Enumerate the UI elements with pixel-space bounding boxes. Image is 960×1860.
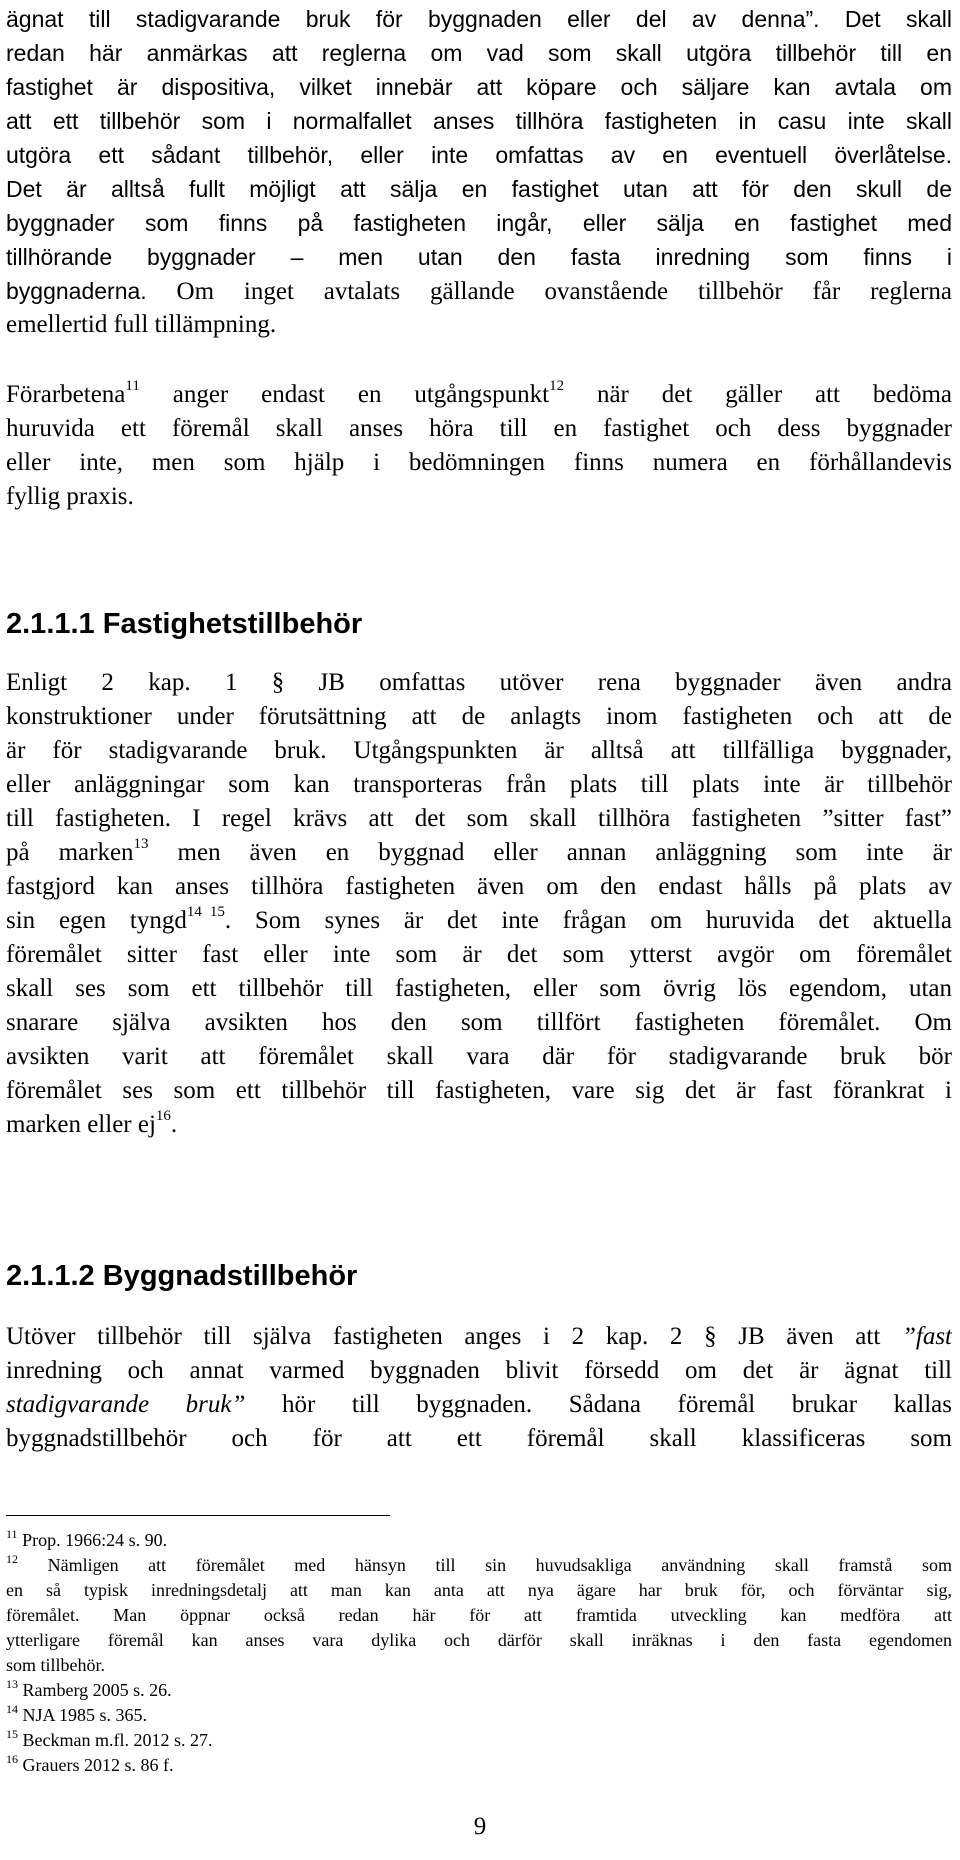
text-line: byggnadstillbehör och för att ett föremål skall klassificeras som xyxy=(6,1425,952,1452)
text-line: eller inte, men som hjälp i bedömningen finns numera en förhållandevis xyxy=(6,449,952,476)
text-line: tillhörande byggnader – men utan den fasta inredning som finns i xyxy=(6,244,952,270)
text-line: konstruktioner under förutsättning att de anlagts inom fastigheten och att de xyxy=(6,703,952,730)
text-segment: . xyxy=(170,1111,178,1138)
footnote-separator xyxy=(6,1515,390,1516)
body-paragraph-1 xyxy=(6,2,952,342)
emphasis-text: ”fast xyxy=(901,1323,952,1350)
body-paragraph-2 xyxy=(6,378,952,514)
footnote-ref: 15 xyxy=(209,904,225,920)
text-line: snarare själva avsikten hos den som tillfört fastigheten föremålet. Om xyxy=(6,1009,952,1036)
text-segment: Om inget avtalats gällande ovanstående tillbehör får reglerna xyxy=(146,278,952,305)
text-line xyxy=(6,274,952,308)
footnote-number: 16 xyxy=(6,1752,18,1766)
text-line: avsikten varit att föremålet skall vara där för stadigvarande bruk bör xyxy=(6,1043,952,1070)
footnote-16 xyxy=(6,1753,952,1778)
footnote-15 xyxy=(6,1728,952,1753)
section-heading: 2.1.1.2 Byggnadstillbehör xyxy=(6,1260,358,1292)
footnote-number: 11 xyxy=(6,1527,18,1541)
text-line: byggnader som finns på fastigheten ingår, eller sälja en fastighet med xyxy=(6,210,952,236)
footnote-text: Prop. 1966:24 s. 90. xyxy=(17,1530,168,1550)
footnotes xyxy=(6,1528,952,1778)
footnote-ref: 12 xyxy=(549,378,565,394)
text-line: fastighet är dispositiva, vilket innebär att köpare och säljare kan avtala om xyxy=(6,74,952,100)
footnote-text: NJA 1985 s. 365. xyxy=(18,1705,148,1725)
footnote-ref: 16 xyxy=(155,1108,171,1124)
text-segment: på marken xyxy=(6,839,134,866)
footnote-number: 12 xyxy=(6,1553,18,1566)
text-line: fyllig praxis. xyxy=(6,483,134,510)
text-line: till fastigheten. I regel krävs att det som skall tillhöra fastigheten ”sitter fast” xyxy=(6,805,952,832)
text-segment: när det gäller att bedöma xyxy=(564,381,952,408)
text-line: eller anläggningar som kan transporteras från plats till plats inte är tillbehör xyxy=(6,771,952,798)
footnote-text-line: en så typisk inredningsdetalj att man kan anta att nya ägare har bruk för, och förväntar sig, xyxy=(6,1580,952,1600)
text-line: Enligt 2 kap. 1 § JB omfattas utöver rena byggnader även andra xyxy=(6,669,952,696)
text-line: huruvida ett föremål skall anses höra till en fastighet och dess byggnader xyxy=(6,415,952,442)
body-paragraph-3 xyxy=(6,666,952,1142)
text-segment: marken eller ej xyxy=(6,1111,156,1138)
text-line xyxy=(6,904,952,938)
text-line xyxy=(6,1108,952,1142)
text-segment: anger endast en utgångspunkt xyxy=(139,381,550,408)
footnote-text-line: föremålet. Man öppnar också redan här för att framtida utveckling kan medföra att xyxy=(6,1605,952,1625)
footnote-text: Nämligen att föremålet med hänsyn till sin huvudsakliga användning skall framstå som xyxy=(18,1555,952,1575)
text-line: är för stadigvarande bruk. Utgångspunkten är alltså att tillfälliga byggnader, xyxy=(6,737,952,764)
text-segment: men även en byggnad eller annan anläggning som inte är xyxy=(148,839,952,866)
text-segment: hör till byggnaden. Sådana föremål brukar kallas xyxy=(245,1391,952,1418)
footnote-12 xyxy=(6,1553,952,1578)
footnote-text-line: ytterligare föremål kan anses vara dylika och därför skall inräknas i den fasta egendomen xyxy=(6,1630,952,1650)
text-line: Det är alltså fullt möjligt att sälja en fastighet utan att för den skull de xyxy=(6,176,952,202)
footnote-ref: 13 xyxy=(133,836,149,852)
footnote-14 xyxy=(6,1703,952,1728)
text-line: inredning och annat varmed byggnaden blivit försedd om det är ägnat till xyxy=(6,1357,952,1384)
footnote-ref: 11 xyxy=(125,378,140,394)
text-line: att ett tillbehör som i normalfallet anses tillhöra fastigheten in casu inte skall xyxy=(6,108,952,134)
text-segment: Förarbetena xyxy=(6,381,126,408)
text-line xyxy=(6,1388,952,1422)
body-paragraph-4 xyxy=(6,1320,952,1456)
text-line: föremålet ses som ett tillbehör till fastigheten, vare sig det är fast förankrat i xyxy=(6,1077,952,1104)
text-line: föremålet sitter fast eller inte som är det som ytterst avgör om föremålet xyxy=(6,941,952,968)
footnote-number: 14 xyxy=(6,1702,18,1716)
text-line xyxy=(6,1320,952,1354)
footnote-text: Beckman m.fl. 2012 s. 27. xyxy=(18,1730,213,1750)
text-segment: . Som synes är det inte frågan om huruvida det aktuella xyxy=(224,907,952,934)
text-line xyxy=(6,836,952,870)
text-segment: byggnaderna. xyxy=(6,278,147,304)
footnote-text-line: som tillbehör. xyxy=(6,1655,105,1675)
text-line: utgöra ett sådant tillbehör, eller inte omfattas av en eventuell överlåtelse. xyxy=(6,142,952,168)
section-heading: 2.1.1.1 Fastighetstillbehör xyxy=(6,608,363,640)
footnote-text: Ramberg 2005 s. 26. xyxy=(18,1680,172,1700)
text-line: redan här anmärkas att reglerna om vad som skall utgöra tillbehör till en xyxy=(6,40,952,66)
text-line: skall ses som ett tillbehör till fastigheten, eller som övrig lös egendom, utan xyxy=(6,975,952,1002)
text-segment: sin egen tyngd xyxy=(6,907,187,934)
page-number: 9 xyxy=(473,1813,487,1840)
footnote-ref: 14 xyxy=(186,904,202,920)
text-line: ägnat till stadigvarande bruk för byggnaden eller del av denna”. Det skall xyxy=(6,6,952,32)
footnote-number: 13 xyxy=(6,1677,18,1691)
footnote-11 xyxy=(6,1528,952,1553)
text-segment: Utöver tillbehör till själva fastigheten anges i 2 kap. 2 § JB även att xyxy=(6,1323,902,1350)
text-line: fastgjord kan anses tillhöra fastigheten även om den endast hålls på plats av xyxy=(6,873,952,900)
footnote-number: 15 xyxy=(6,1727,18,1741)
footnote-text: Grauers 2012 s. 86 f. xyxy=(18,1755,174,1775)
text-line: emellertid full tillämpning. xyxy=(6,311,277,338)
footnote-13 xyxy=(6,1678,952,1703)
text-line xyxy=(6,378,952,412)
emphasis-text: stadigvarande bruk” xyxy=(6,1391,246,1418)
